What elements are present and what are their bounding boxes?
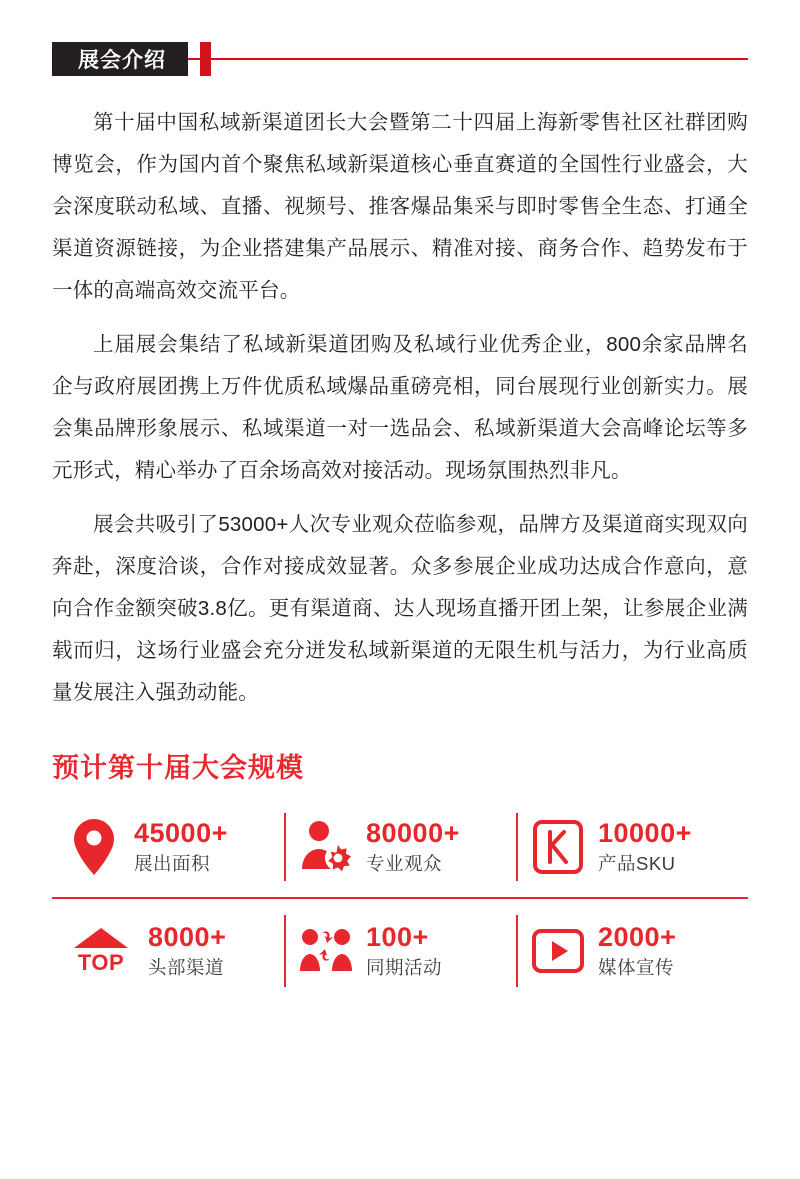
intro-paragraph-2: 上届展会集结了私域新渠道团购及私域行业优秀企业，800余家品牌名企与政府展团携上万件优质私域爆品重磅亮相，同台展现行业创新实力。展会集品牌形象展示、私域渠道一对一选品会、私域新渠道大会高峰论坛等多元形式，精心举办了百余场高效对接活动。现场氛围热烈非凡。 <box>52 333 748 482</box>
section-title-tag: 展会介绍 <box>52 42 188 76</box>
triangle-shape <box>73 927 129 949</box>
stat-item-product-sku <box>516 803 748 891</box>
stat-label: 媒体宣传 <box>598 957 675 978</box>
intro-paragraph-1: 第十届中国私域新渠道团长大会暨第二十四届上海新零售社区社群团购博览会，作为国内首个聚焦私域新渠道核心垂直赛道的全国性行业盛会，大会深度联动私域、直播、视频号、推客爆品集采与即时零售全生态、打通全渠道资源链接，为企业搭建集产品展示、精准对接、商务合作、趋势发布于一体的高端高效交流平台。 <box>52 111 748 302</box>
scale-stats <box>52 803 748 997</box>
page-root <box>0 42 800 1179</box>
stat-value: 80000+ <box>366 817 460 848</box>
stat-item-top-channels <box>52 905 284 997</box>
stat-value: 45000+ <box>134 817 228 848</box>
stat-text-media-promotion <box>598 922 676 980</box>
stat-value: 8000+ <box>148 921 227 952</box>
intro-paragraph-3: 展会共吸引了53000+人次专业观众莅临参观，品牌方及渠道商实现双向奔赴，深度洽谈，合作对接成效显著。众多参展企业成功达成合作意向，意向合作金额突破3.8亿。更有渠道商、达人现场直播开团上架，让参展企业满载而归，这场行业盛会充分迸发私域新渠道的无限生机与活力，为行业高质量发展注入强劲动能。 <box>52 513 748 704</box>
scale-stats-row-1 <box>52 803 748 891</box>
sku-k-icon <box>530 816 586 878</box>
section-title-accent-bar <box>200 42 211 76</box>
stat-text-exhibition-area <box>134 818 228 876</box>
stat-value: 100+ <box>366 921 429 952</box>
stat-label: 头部渠道 <box>148 957 225 978</box>
stat-text-top-channels <box>148 922 226 980</box>
stat-label: 同期活动 <box>366 957 443 978</box>
stat-text-concurrent-activities <box>366 922 442 980</box>
stat-text-professional-visitors <box>366 818 460 876</box>
top-triangle-icon <box>66 920 136 982</box>
scale-section-title: 预计第十届大会规模 <box>52 753 304 783</box>
stat-label: 展出面积 <box>134 853 211 874</box>
scale-stats-row-2 <box>52 905 748 997</box>
stat-item-concurrent-activities <box>284 905 516 997</box>
media-play-icon <box>530 920 586 982</box>
scale-stats-divider <box>52 897 748 899</box>
visitor-gear-icon <box>298 816 354 878</box>
stat-label: 产品SKU <box>598 853 676 874</box>
top-label: TOP <box>77 949 125 975</box>
stat-value: 10000+ <box>598 817 692 848</box>
stat-value: 2000+ <box>598 921 677 952</box>
intro-body <box>52 102 748 714</box>
stat-item-professional-visitors <box>284 803 516 891</box>
section-header <box>52 42 748 76</box>
stat-item-media-promotion <box>516 905 748 997</box>
location-pin-icon <box>66 816 122 878</box>
stat-label: 专业观众 <box>366 853 443 874</box>
activity-people-icon <box>298 920 354 982</box>
stat-text-product-sku <box>598 818 692 876</box>
stat-item-exhibition-area <box>52 803 284 891</box>
